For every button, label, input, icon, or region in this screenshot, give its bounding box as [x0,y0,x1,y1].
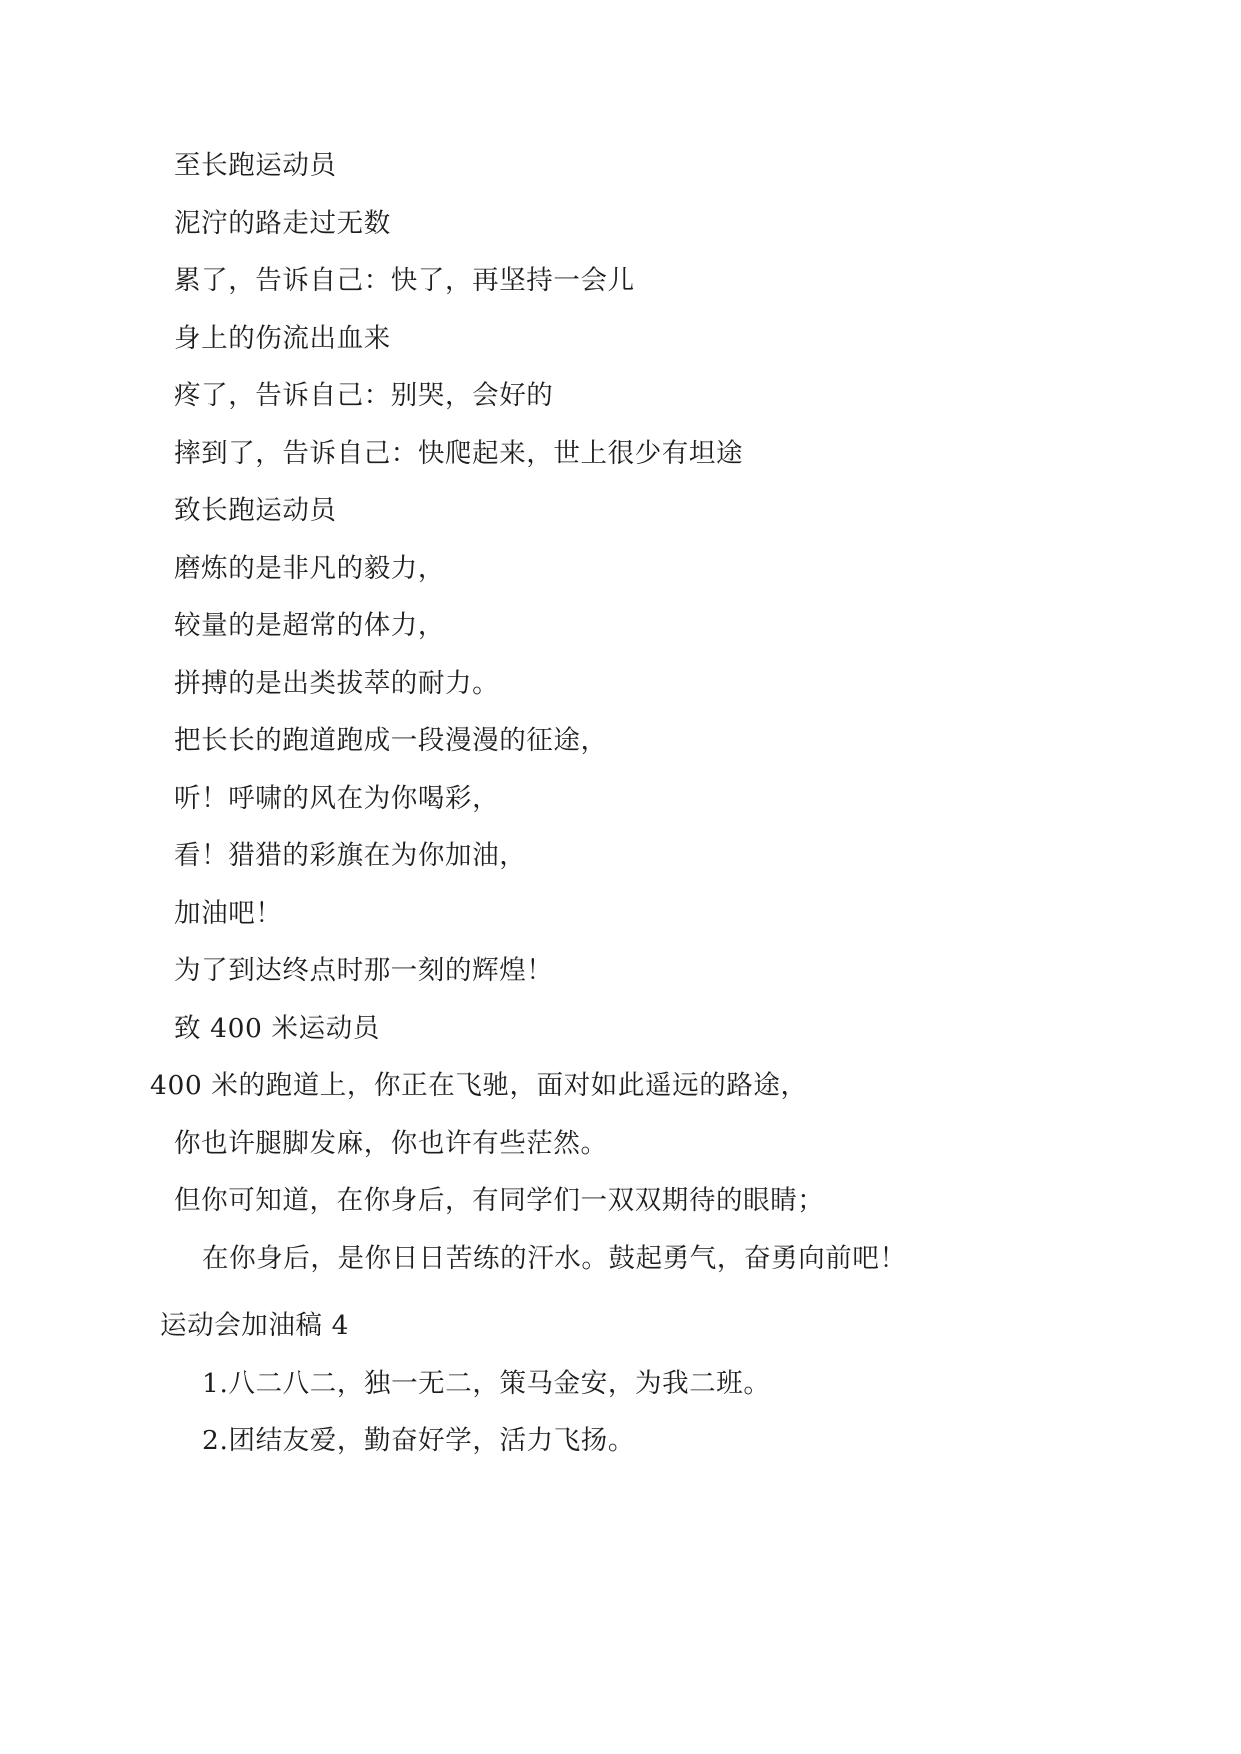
document-body [150,140,1091,1467]
paragraph: 400 米的跑道上，你正在飞驰，面对如此遥远的路途， [150,1070,808,1101]
paragraph: 看！猎猎的彩旗在为你加油， [174,840,527,871]
paragraph: 致长跑运动员 [174,495,337,526]
paragraph: 拼搏的是出类拔萃的耐力。 [174,667,500,699]
paragraph: 你也许腿脚发麻，你也许有些茫然。 [174,1127,608,1159]
list-item: 2.团结友爱，勤奋好学，活力飞扬。 [202,1425,635,1457]
paragraph: 疼了，告诉自己：别哭，会好的 [174,380,554,411]
paragraph: 致 400 米运动员 [174,1012,380,1044]
paragraph: 身上的伤流出血来 [174,322,391,354]
paragraph: 但你可知道，在你身后，有同学们一双双期待的眼睛； [174,1185,825,1216]
paragraph: 磨炼的是非凡的毅力， [174,552,445,584]
paragraph: 把长长的跑道跑成一段漫漫的征途， [174,725,608,756]
paragraph: 累了，告诉自己：快了，再坚持一会儿 [174,265,635,296]
paragraph: 听！呼啸的风在为你喝彩， [174,782,500,814]
paragraph: 较量的是超常的体力， [174,610,445,641]
paragraph: 为了到达终点时那一刻的辉煌！ [174,955,554,986]
paragraph: 泥泞的路走过无数 [174,207,391,239]
paragraph: 加油吧！ [174,897,283,929]
paragraph: 至长跑运动员 [174,150,337,181]
list-item: 1.八二八二，独一无二，策马金安，为我二班。 [202,1367,771,1399]
paragraph: 摔到了，告诉自己：快爬起来，世上很少有坦途 [174,437,744,469]
section-heading: 运动会加油稿 4 [160,1310,350,1342]
paragraph: 在你身后，是你日日苦练的汗水。鼓起勇气，奋勇向前吧！ [202,1242,907,1274]
